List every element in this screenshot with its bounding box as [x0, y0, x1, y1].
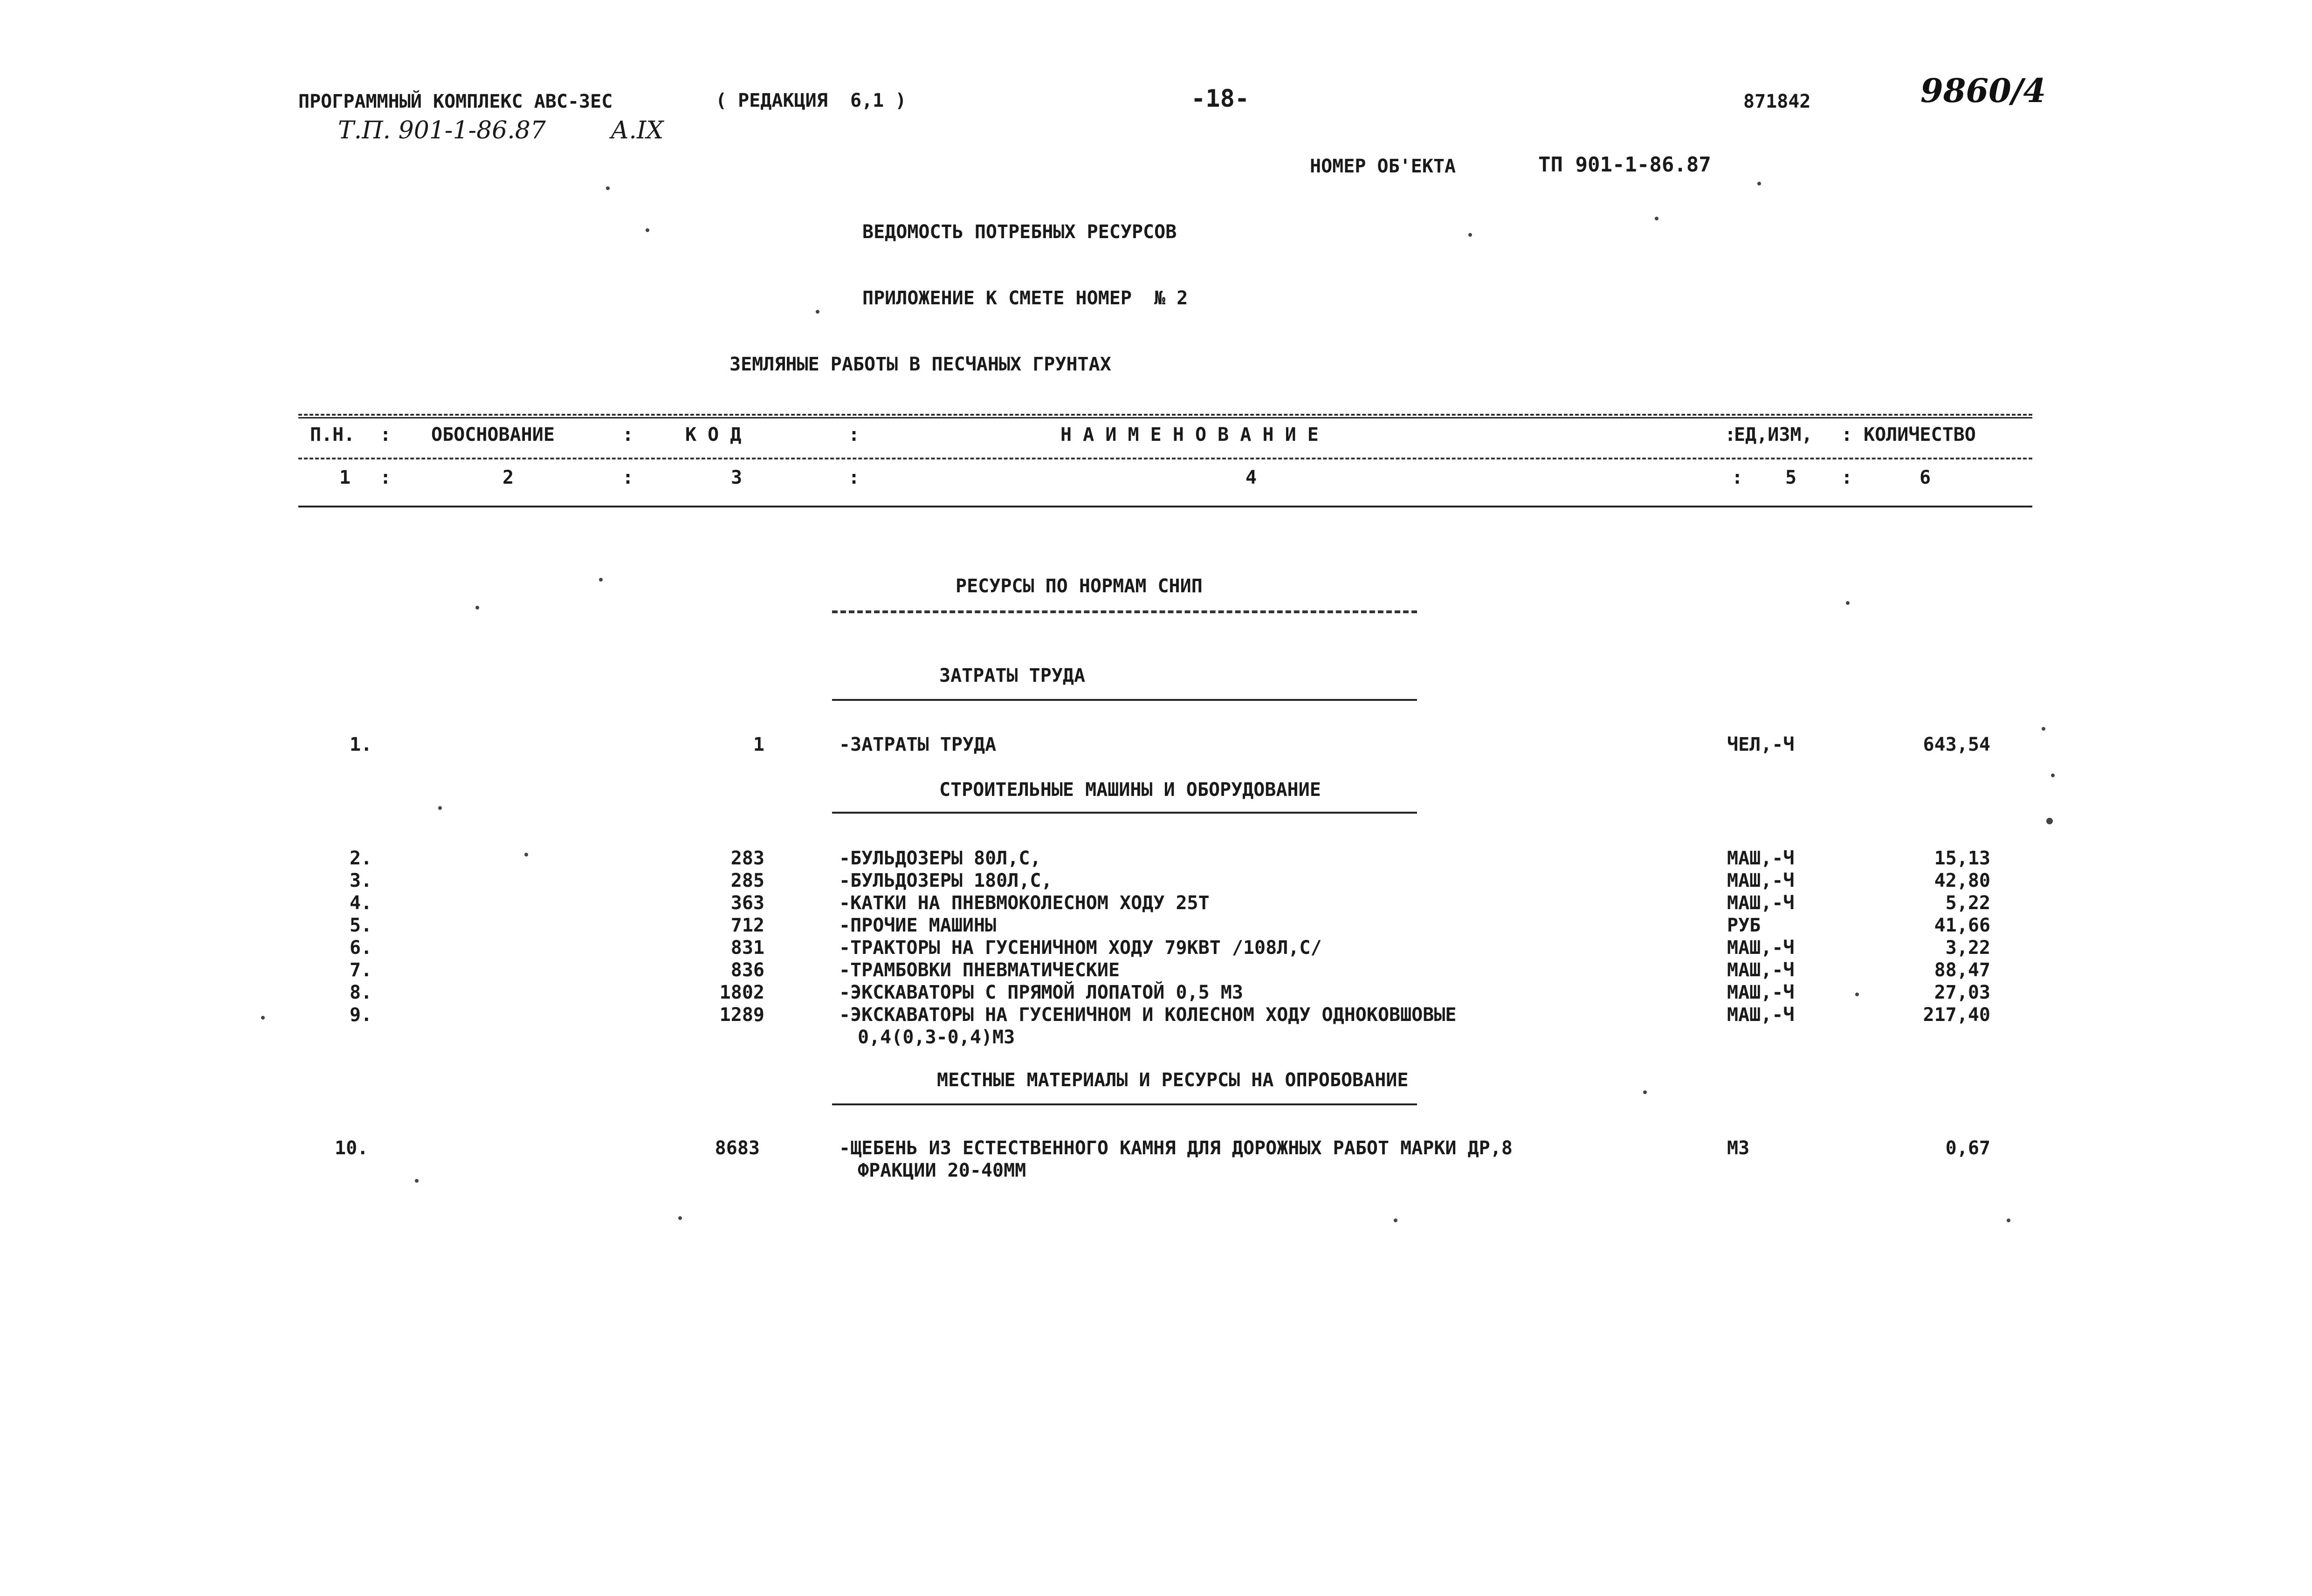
appendix-title: ПРИЛОЖЕНИЕ К СМЕТЕ НОМЕР № 2	[862, 288, 1188, 309]
scan-speck	[2042, 727, 2045, 731]
col-number-4: 4	[1245, 467, 1257, 488]
table-header-bottom-line	[298, 506, 2032, 507]
object-number-label: НОМЕР ОБ'ЕКТА	[1310, 156, 1456, 177]
col-sep: :	[1841, 424, 1853, 445]
row-name: -БУЛЬДОЗЕРЫ 80Л,С,	[839, 848, 1041, 869]
scan-speck	[1757, 182, 1761, 185]
row-code: 712	[730, 915, 764, 936]
col-number-6: 6	[1920, 467, 1931, 488]
section-title-materials: МЕСТНЫЕ МАТЕРИАЛЫ И РЕСУРСЫ НА ОПРОБОВАНИЕ	[937, 1069, 1409, 1091]
object-number: ТП 901-1-86.87	[1538, 153, 1711, 177]
table-row	[0, 961, 2312, 983]
row-number: 3.	[350, 870, 372, 891]
col-sep: :	[380, 424, 392, 445]
scan-speck	[524, 853, 528, 856]
row-unit: М3	[1727, 1137, 1750, 1159]
table-row	[0, 916, 2312, 938]
col-sep: :	[1841, 467, 1853, 488]
row-name: -ТРАМБОВКИ ПНЕВМАТИЧЕСКИЕ	[839, 959, 1120, 981]
row-name: -ПРОЧИЕ МАШИНЫ	[839, 915, 997, 936]
row-code: 8683	[715, 1137, 760, 1159]
row-number: 5.	[350, 915, 372, 936]
table-row	[0, 849, 2312, 871]
scan-speck	[415, 1179, 419, 1183]
work-type-title: ЗЕМЛЯНЫЕ РАБОТЫ В ПЕСЧАНЫХ ГРУНТАХ	[729, 354, 1111, 375]
col-number-1: 1	[339, 467, 351, 488]
row-code: 836	[730, 959, 764, 981]
table-top-line	[298, 417, 2032, 418]
col-header-name: Н А И М Е Н О В А Н И Е	[1060, 424, 1319, 445]
scan-speck	[606, 186, 610, 190]
col-header-quantity: КОЛИЧЕСТВО	[1864, 424, 1976, 445]
row-number: 6.	[350, 937, 372, 959]
scan-speck	[1846, 601, 1850, 605]
row-unit: МАШ,-Ч	[1727, 892, 1795, 914]
table-row	[0, 983, 2312, 1006]
scan-speck	[438, 806, 442, 810]
row-quantity: 42,80	[1934, 870, 1990, 891]
col-sep: :	[1725, 424, 1736, 445]
row-unit: РУБ	[1727, 915, 1761, 936]
scan-speck	[599, 578, 603, 582]
col-sep: :	[848, 424, 860, 445]
program-title: ПРОГРАММНЫЙ КОМПЛЕКС АВС-ЗЕС	[298, 91, 613, 112]
scan-speck	[2007, 1219, 2010, 1222]
row-name: -БУЛЬДОЗЕРЫ 180Л,С,	[839, 870, 1053, 891]
table-header-divider	[298, 458, 2032, 459]
scan-speck	[261, 1016, 265, 1020]
row-name: -ЭКСКАВАТОРЫ НА ГУСЕНИЧНОМ И КОЛЕСНОМ ХОДУ ОДНОКОВШОВЫЕ	[839, 1004, 1457, 1026]
row-quantity: 3,22	[1945, 937, 1990, 959]
album-number: А.IX	[611, 116, 664, 144]
scan-speck	[1468, 233, 1472, 237]
row-code: 1	[753, 734, 764, 755]
scan-speck	[1394, 1219, 1397, 1222]
scan-speck	[1855, 993, 1859, 996]
col-sep: :	[622, 467, 634, 488]
col-header-unit: ЕД,ИЗМ,	[1734, 424, 1813, 445]
row-name-continued: 0,4(0,3-0,4)М3	[858, 1027, 1015, 1048]
row-number: 10.	[335, 1137, 369, 1159]
row-quantity: 217,40	[1923, 1004, 1990, 1026]
col-number-5: 5	[1785, 467, 1797, 488]
row-number: 8.	[350, 982, 372, 1003]
tp-number: Т.П. 901-1-86.87	[338, 116, 546, 144]
row-code: 1802	[719, 982, 764, 1003]
row-quantity: 643,54	[1923, 734, 1990, 755]
row-name: -ЗАТРАТЫ ТРУДА	[839, 734, 997, 755]
section-underline	[832, 699, 1417, 701]
scan-speck	[475, 606, 479, 610]
col-header-basis: ОБОСНОВАНИЕ	[431, 424, 555, 445]
col-sep: :	[622, 424, 634, 445]
row-code: 831	[730, 937, 764, 959]
section-title-resources: РЕСУРСЫ ПО НОРМАМ СНИП	[956, 575, 1203, 597]
section-title-machines: СТРОИТЕЛЬНЫЕ МАШИНЫ И ОБОРУДОВАНИЕ	[939, 779, 1321, 801]
col-header-code: К О Д	[685, 424, 742, 445]
row-unit: МАШ,-Ч	[1727, 848, 1795, 869]
table-row	[0, 938, 2312, 961]
section-underline	[832, 1103, 1417, 1105]
row-number: 1.	[350, 734, 372, 755]
col-sep: :	[380, 467, 392, 488]
scan-speck	[1655, 217, 1658, 220]
row-name: -ЩЕБЕНЬ ИЗ ЕСТЕСТВЕННОГО КАМНЯ ДЛЯ ДОРОЖНЫХ РАБОТ МАРКИ ДР,8	[839, 1137, 1513, 1159]
table-row	[0, 1139, 2312, 1184]
scan-speck	[678, 1216, 682, 1220]
row-number: 4.	[350, 892, 372, 914]
row-name-continued: ФРАКЦИИ 20-40ММ	[858, 1160, 1026, 1181]
row-quantity: 15,13	[1934, 848, 1990, 869]
row-name: -ТРАКТОРЫ НА ГУСЕНИЧНОМ ХОДУ 79КВТ /108Л,С/	[839, 937, 1322, 959]
row-name: -ЭКСКАВАТОРЫ С ПРЯМОЙ ЛОПАТОЙ 0,5 М3	[839, 982, 1243, 1003]
row-quantity: 88,47	[1934, 959, 1990, 981]
section-title-labor: ЗАТРАТЫ ТРУДА	[939, 665, 1086, 686]
section-underline	[832, 610, 1417, 613]
scan-speck	[816, 310, 819, 314]
col-sep: :	[848, 467, 860, 488]
row-quantity: 27,03	[1934, 982, 1990, 1003]
document-title: ВЕДОМОСТЬ ПОТРЕБНЫХ РЕСУРСОВ	[862, 221, 1177, 243]
col-number-3: 3	[731, 467, 743, 488]
table-top-rule	[298, 414, 2032, 416]
row-code: 363	[730, 892, 764, 914]
row-number: 7.	[350, 959, 372, 981]
section-underline	[832, 812, 1417, 814]
col-sep: :	[1732, 467, 1743, 488]
edition-label: ( РЕДАКЦИЯ 6,1 )	[716, 90, 907, 111]
table-row	[0, 1006, 2312, 1050]
col-number-2: 2	[502, 467, 514, 488]
row-unit: МАШ,-Ч	[1727, 959, 1795, 981]
row-unit: МАШ,-Ч	[1727, 937, 1795, 959]
row-quantity: 41,66	[1934, 915, 1990, 936]
row-unit: МАШ,-Ч	[1727, 1004, 1795, 1026]
page-number: -18-	[1191, 85, 1250, 113]
row-unit: МАШ,-Ч	[1727, 870, 1795, 891]
row-unit: ЧЕЛ,-Ч	[1727, 734, 1795, 755]
row-number: 2.	[350, 848, 372, 869]
row-code: 283	[730, 848, 764, 869]
row-quantity: 5,22	[1945, 892, 1990, 914]
archive-number: 9860/4	[1920, 71, 2046, 110]
table-row	[0, 871, 2312, 894]
scan-speck	[2046, 818, 2053, 824]
scan-speck	[2051, 774, 2055, 777]
row-number: 9.	[350, 1004, 372, 1026]
row-code: 1289	[719, 1004, 764, 1026]
col-header-number: П.Н.	[310, 424, 355, 445]
row-name: -КАТКИ НА ПНЕВМОКОЛЕСНОМ ХОДУ 25Т	[839, 892, 1210, 914]
table-row	[0, 735, 2312, 758]
row-unit: МАШ,-Ч	[1727, 982, 1795, 1003]
row-code: 285	[730, 870, 764, 891]
scan-speck	[1643, 1090, 1647, 1094]
document-code: 871842	[1743, 91, 1811, 112]
table-row	[0, 894, 2312, 916]
row-quantity: 0,67	[1945, 1137, 1990, 1159]
scan-speck	[646, 228, 649, 232]
